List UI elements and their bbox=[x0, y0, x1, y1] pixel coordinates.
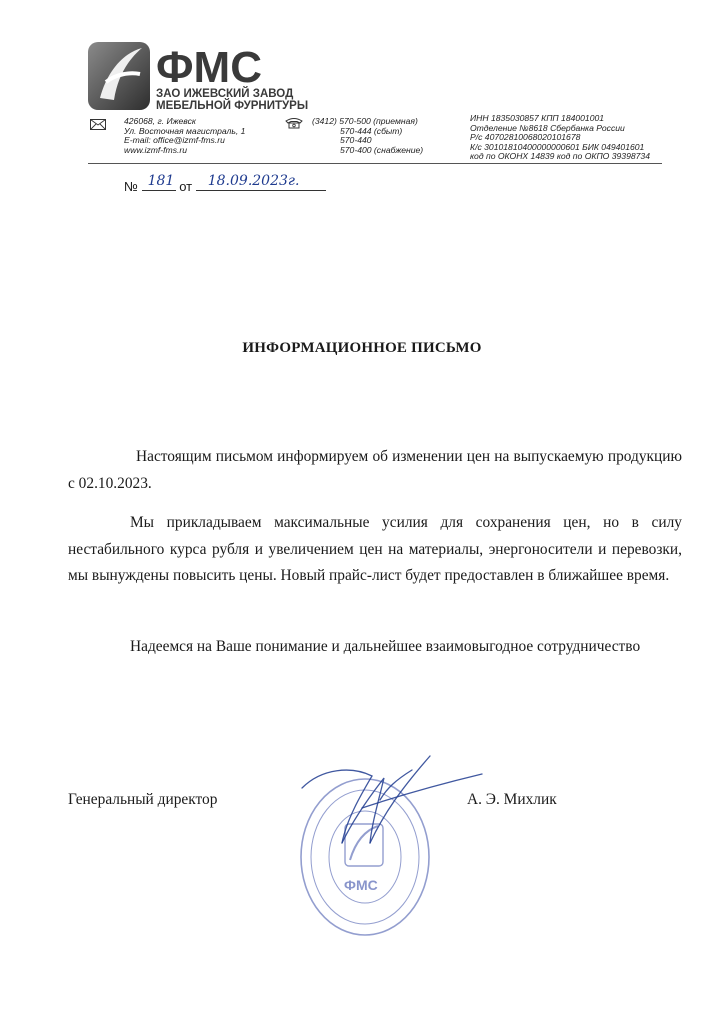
stamp-brand: ФМС bbox=[344, 877, 378, 893]
logo-company-line1: ЗАО ИЖЕВСКИЙ ЗАВОД bbox=[156, 88, 294, 100]
phone-line: 570-440 bbox=[340, 135, 372, 146]
phone-line: (3412) 570-500 (приемная) bbox=[312, 116, 418, 126]
email-line: E-mail: office@izmf-fms.ru bbox=[124, 135, 225, 146]
signatory-title: Генеральный директор bbox=[68, 791, 218, 808]
bank-line: К/с 30101810400000000601 БИК 049401601 bbox=[470, 141, 645, 152]
address-line: Ул. Восточная магистраль, 1 bbox=[124, 125, 246, 136]
phone-line: 570-444 (сбыт) bbox=[340, 125, 403, 136]
date-label: от bbox=[179, 179, 193, 194]
company-logo bbox=[86, 38, 338, 114]
letter-title: ИНФОРМАЦИОННОЕ ПИСЬМО bbox=[242, 340, 482, 356]
bank-details bbox=[470, 114, 650, 162]
header-divider bbox=[88, 163, 662, 164]
signatory-name: А. Э. Михлик bbox=[467, 791, 557, 808]
reference-line bbox=[124, 173, 326, 194]
bank-line: Р/с 40702810068020101678 bbox=[470, 132, 581, 143]
fms-logo-icon bbox=[86, 38, 338, 114]
number-slot bbox=[142, 173, 176, 191]
date-slot bbox=[196, 173, 326, 191]
date-value: 18.09.2023г. bbox=[207, 173, 300, 189]
address-line: 426068, г. Ижевск bbox=[124, 116, 196, 126]
number-value: 181 bbox=[147, 173, 175, 189]
bank-line: Отделение №8618 Сбербанка России bbox=[470, 122, 625, 133]
website-line: www.izmf-fms.ru bbox=[124, 144, 188, 155]
letter-paragraph: Настоящим письмом информируем об изменении цен на выпускаемую продукцию с 02.10.2023. bbox=[68, 448, 682, 492]
bank-line: ИНН 1835030857 КПП 184001001 bbox=[470, 113, 605, 123]
company-phones bbox=[312, 117, 423, 155]
logo-company-line2: МЕБЕЛЬНОЙ ФУРНИТУРЫ bbox=[156, 100, 309, 112]
letter-paragraph: Мы прикладываем максимальные усилия для сохранения цен, но в силу нестабильного курса рубля и увеличением цен на материалы, энергоносители и перевозки, мы вынуждены повысить цены. Новый прайс-лист будет предоставлен в ближайшее время. bbox=[68, 514, 682, 584]
bank-line: код по ОКОНХ 14839 код по ОКПО 39398734 bbox=[470, 151, 650, 162]
letter-paragraph: Надеемся на Ваше понимание и дальнейшее взаимовыгодное сотрудничество bbox=[130, 638, 641, 655]
company-address bbox=[124, 117, 245, 155]
signature bbox=[292, 748, 492, 858]
phone-line: 570-400 (снабжение) bbox=[340, 144, 424, 155]
envelope-icon bbox=[90, 119, 106, 130]
logo-brand: ФМС bbox=[156, 43, 262, 92]
number-label: № bbox=[124, 179, 138, 194]
telephone-icon bbox=[285, 117, 303, 129]
